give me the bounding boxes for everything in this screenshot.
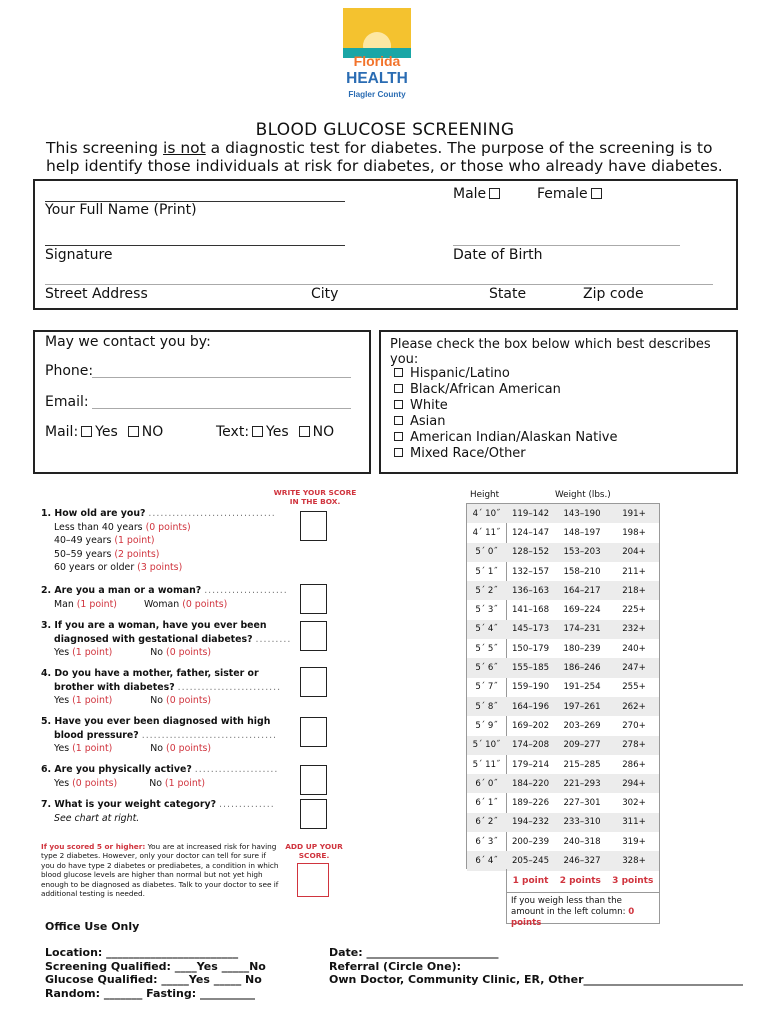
points-3: 3 points: [612, 875, 654, 886]
logo-florida-text: Florida: [353, 53, 401, 69]
text-no-label: NO: [312, 424, 335, 440]
weight-range-cell: 124–147: [511, 527, 550, 538]
weight-range-cell: 262+: [609, 697, 659, 716]
weight-range-cell: 278+: [609, 736, 659, 755]
weight-range-cell: 191–254: [563, 682, 601, 693]
weight-chart-row: [467, 851, 659, 870]
weight-range-cell: 174–208: [506, 736, 555, 755]
ethnicity-checkbox[interactable]: [394, 432, 403, 441]
height-cell: 6´ 1˝: [475, 798, 498, 809]
contact-heading: May we contact you by:: [45, 334, 211, 350]
weight-chart-row: [467, 774, 659, 793]
ethnicity-option[interactable]: Mixed Race/Other: [394, 446, 618, 462]
intro-suffix: a diagnostic test for diabetes. The purpose of the screening is to help identify those individuals at risk for diabetes, or those who already have diabetes.: [46, 139, 723, 175]
height-cell: 5´ 8˝: [467, 697, 506, 716]
weight-chart-row: [467, 543, 659, 562]
weight-chart-row: [467, 600, 659, 619]
weight-chart-row: [467, 716, 659, 735]
points-2: 2 points: [559, 875, 601, 886]
weight-chart-row: [467, 832, 659, 851]
weight-range-cell: 311+: [609, 813, 659, 832]
office-right-fields: [329, 946, 743, 987]
height-cell: 5´ 3˝: [475, 605, 498, 616]
score-box-q6[interactable]: [300, 765, 327, 795]
risk-note: [41, 842, 281, 898]
mail-label: Mail:: [45, 424, 79, 440]
weight-chart-row: [467, 523, 659, 542]
weight-range-cell: 155–185: [506, 658, 555, 677]
weight-footnote-text: If you weigh less than the amount in the left column:: [511, 896, 626, 917]
weight-range-cell: 246–327: [555, 851, 609, 870]
question-2: 2. Are you a man or a woman? ..................... Man (1 point) Woman (0 points): [41, 585, 288, 610]
city-label: City: [311, 286, 339, 302]
ethnicity-option[interactable]: Black/African American: [394, 382, 618, 398]
weight-range-cell: 302+: [622, 798, 646, 809]
weight-range-cell: 128–152: [506, 543, 555, 562]
weight-range-cell: 286+: [622, 759, 646, 770]
logo-graphic: [343, 8, 411, 104]
signature-label: Signature: [45, 247, 113, 263]
weight-chart-row: [467, 793, 659, 812]
ethnicity-option[interactable]: American Indian/Alaskan Native: [394, 430, 618, 446]
address-input-line[interactable]: [45, 284, 713, 285]
height-cell: 6´ 0˝: [467, 774, 506, 793]
ethnicity-option[interactable]: Asian: [394, 414, 618, 430]
email-label: Email:: [45, 394, 89, 410]
weight-range-cell: 200–239: [511, 836, 550, 847]
text-option-row: [216, 424, 334, 440]
question-3: 3. If you are a woman, have you ever been diagnosed with gestational diabetes? ......... Yes (1 point) No (0 points): [41, 620, 292, 658]
weight-range-cell: 184–220: [506, 774, 555, 793]
weight-range-cell: 198+: [622, 527, 646, 538]
question-1: 1. How old are you? ................................ Less than 40 years (0 points) 40–49 years (1 point) 50–59 years (2 points) 60 years or older (3 points): [41, 508, 276, 573]
ethnicity-checkbox[interactable]: [394, 400, 403, 409]
office-left-fields: [45, 946, 266, 1000]
score-box-q7[interactable]: [300, 799, 327, 829]
weight-chart-row: [467, 658, 659, 677]
ethnicity-checkbox[interactable]: [394, 384, 403, 393]
weight-range-cell: 227–301: [563, 798, 601, 809]
question-5: 5. Have you ever been diagnosed with high blood pressure? .................................. Yes (1 point) No (0 points): [41, 716, 278, 754]
text-yes-checkbox[interactable]: [252, 426, 263, 437]
weight-range-cell: 270+: [622, 720, 646, 731]
score-box-q5[interactable]: [300, 717, 327, 747]
weight-range-cell: 211+: [622, 566, 646, 577]
height-cell: 6´ 2˝: [467, 813, 506, 832]
score-box-q2[interactable]: [300, 584, 327, 614]
height-cell: 5´ 0˝: [467, 543, 506, 562]
full-name-label: Your Full Name (Print): [45, 202, 197, 218]
weight-footnote-points: 0 points: [511, 907, 635, 928]
street-address-label: Street Address: [45, 286, 148, 302]
text-label: Text:: [216, 424, 250, 440]
weight-range-cell: 186–246: [555, 658, 609, 677]
ethnicity-checkbox[interactable]: [394, 416, 403, 425]
referral-options[interactable]: Own Doctor, Community Clinic, ER, Other_____________________________: [329, 973, 744, 986]
height-cell: 6´ 3˝: [475, 836, 498, 847]
weight-range-cell: 209–277: [555, 736, 609, 755]
weight-range-cell: 240–318: [563, 836, 601, 847]
intro-paragraph: [46, 139, 746, 175]
weight-chart-row: [467, 639, 659, 658]
question-6: 6. Are you physically active? ..................... Yes (0 points) No (1 point): [41, 764, 279, 789]
question-7: 7. What is your weight category? .............. See chart at right.: [41, 799, 275, 824]
risk-note-text: You are at increased risk for having type 2 diabetes. However, only your doctor can tell for sure if you do have type 2 diabetes or prediabetes, a condition in which blood glucose levels are higher than normal but not yet high enough to be diagnosed as diabetes. Talk to your doctor to see if additional testing is needed.: [41, 842, 279, 899]
date-field[interactable]: Date: ________________________: [329, 946, 499, 959]
weight-chart-row: [467, 813, 659, 832]
referral-label: Referral (Circle One):: [329, 959, 461, 973]
risk-note-lead: If you scored 5 or higher:: [41, 842, 146, 851]
weight-range-cell: 179–214: [511, 759, 550, 770]
female-checkbox[interactable]: [591, 188, 602, 199]
glucose-qualified-field[interactable]: Glucose Qualified: _____Yes _____ No: [45, 973, 262, 986]
weight-range-cell: 191+: [609, 504, 659, 523]
mail-no-label: NO: [141, 424, 164, 440]
weight-range-cell: 132–157: [511, 566, 550, 577]
weight-chart-row: [467, 620, 659, 639]
weight-range-cell: 328+: [609, 851, 659, 870]
mail-option-row: [45, 424, 163, 440]
weight-range-cell: 215–285: [563, 759, 601, 770]
weight-chart-table: [467, 504, 659, 871]
weight-range-cell: 194–232: [506, 813, 555, 832]
weight-range-cell: 255+: [622, 682, 646, 693]
weight-range-cell: 164–196: [506, 697, 555, 716]
male-option[interactable]: [453, 186, 503, 202]
weight-range-cell: 225+: [622, 605, 646, 616]
weight-range-cell: 233–310: [555, 813, 609, 832]
weight-range-cell: 203–269: [563, 720, 601, 731]
height-cell: 5´ 6˝: [467, 658, 506, 677]
points-1: 1 point: [512, 875, 549, 886]
email-input-line[interactable]: [92, 408, 351, 409]
weight-range-cell: 174–231: [555, 620, 609, 639]
weight-range-cell: 180–239: [563, 643, 601, 654]
weight-range-cell: 218+: [609, 581, 659, 600]
location-field[interactable]: Location: ________________________: [45, 946, 239, 959]
height-cell: 5´ 5˝: [475, 643, 498, 654]
logo-county-text: Flagler County: [348, 90, 406, 99]
signature-input-line[interactable]: [45, 245, 345, 246]
mail-yes-checkbox[interactable]: [81, 426, 92, 437]
weight-range-cell: 164–217: [555, 581, 609, 600]
weight-header: Weight (lbs.): [555, 490, 611, 500]
random-fasting-field[interactable]: Random: _______ Fasting: __________: [45, 986, 255, 1000]
zip-code-label: Zip code: [583, 286, 644, 302]
phone-label: Phone:: [45, 363, 94, 379]
text-no-checkbox[interactable]: [299, 426, 310, 437]
female-label: Female: [537, 186, 588, 202]
ethnicity-checkbox[interactable]: [394, 368, 403, 377]
text-yes-label: Yes: [266, 424, 289, 440]
weight-range-cell: 143–190: [555, 504, 609, 523]
weight-range-cell: 169–202: [511, 720, 550, 731]
height-cell: 5´ 1˝: [475, 566, 498, 577]
weight-range-cell: 136–163: [506, 581, 555, 600]
height-cell: 5´ 10˝: [467, 736, 506, 755]
weight-range-cell: 319+: [622, 836, 646, 847]
weight-chart-row: [467, 697, 659, 716]
height-cell: 5´ 4˝: [467, 620, 506, 639]
male-label: Male: [453, 186, 487, 202]
weight-chart-row: [467, 736, 659, 755]
weight-range-cell: 153–203: [555, 543, 609, 562]
score-box-q3[interactable]: [300, 621, 327, 651]
ethnicity-checkbox[interactable]: [394, 448, 403, 457]
height-cell: 5´ 2˝: [467, 581, 506, 600]
weight-range-cell: 197–261: [555, 697, 609, 716]
ethnicity-heading: Please check the box below which best describes you:: [390, 337, 711, 367]
height-cell: 4´ 10˝: [467, 504, 506, 523]
add-up-note: ADD UP YOUR SCORE.: [285, 842, 343, 860]
ethnicity-option[interactable]: Hispanic/Latino: [394, 366, 618, 382]
weight-range-cell: 148–197: [563, 527, 601, 538]
weight-chart-row: [467, 562, 659, 581]
weight-range-cell: 221–293: [555, 774, 609, 793]
office-use-heading: Office Use Only: [45, 920, 140, 933]
dob-label: Date of Birth: [453, 247, 543, 263]
weight-chart-row: [467, 504, 659, 523]
florida-health-logo: [343, 8, 411, 104]
ethnicity-options: [394, 366, 618, 462]
male-checkbox[interactable]: [489, 188, 500, 199]
weight-chart-row: [467, 755, 659, 774]
weight-range-cell: 150–179: [511, 643, 550, 654]
height-cell: 6´ 4˝: [467, 851, 506, 870]
intro-emphasis: is not: [163, 139, 206, 157]
height-header: Height: [470, 490, 500, 500]
weight-range-cell: 204+: [609, 543, 659, 562]
weight-range-cell: 247+: [609, 658, 659, 677]
weight-range-cell: 141–168: [511, 605, 550, 616]
weight-range-cell: 158–210: [563, 566, 601, 577]
weight-range-cell: 294+: [609, 774, 659, 793]
write-score-note: WRITE YOUR SCORE IN THE BOX.: [273, 488, 357, 506]
female-option[interactable]: [537, 186, 605, 202]
points-row: [506, 869, 660, 893]
screening-qualified-field[interactable]: Screening Qualified: ____Yes _____No: [45, 959, 266, 973]
score-box-q4[interactable]: [300, 667, 327, 697]
ethnicity-option[interactable]: White: [394, 398, 618, 414]
weight-range-cell: 240+: [622, 643, 646, 654]
weight-chart-row: [467, 678, 659, 697]
weight-range-cell: 169–224: [563, 605, 601, 616]
state-label: State: [489, 286, 527, 302]
weight-footnote: [506, 893, 660, 928]
page-title: BLOOD GLUCOSE SCREENING: [255, 120, 515, 140]
score-box-q1[interactable]: [300, 511, 327, 541]
weight-range-cell: 159–190: [511, 682, 550, 693]
weight-range-cell: 232+: [609, 620, 659, 639]
logo-health-text: HEALTH: [346, 70, 408, 87]
mail-no-checkbox[interactable]: [128, 426, 139, 437]
height-cell: 4´ 11˝: [472, 527, 501, 538]
question-4: 4. Do you have a mother, father, sister or brother with diabetes? .......................... Yes (1 point) No (0 points): [41, 668, 282, 706]
intro-prefix: This screening: [46, 139, 164, 157]
weight-range-cell: 205–245: [506, 851, 555, 870]
height-cell: 5´ 7˝: [475, 682, 498, 693]
weight-chart-row: [467, 581, 659, 600]
total-score-box[interactable]: [297, 863, 329, 897]
weight-range-cell: 145–173: [506, 620, 555, 639]
dob-input-line[interactable]: [453, 245, 680, 246]
mail-yes-label: Yes: [95, 424, 118, 440]
phone-input-line[interactable]: [92, 377, 351, 378]
weight-range-cell: 119–142: [506, 504, 555, 523]
height-cell: 5´ 9˝: [475, 720, 498, 731]
height-cell: 5´ 11˝: [472, 759, 501, 770]
weight-range-cell: 189–226: [511, 798, 550, 809]
